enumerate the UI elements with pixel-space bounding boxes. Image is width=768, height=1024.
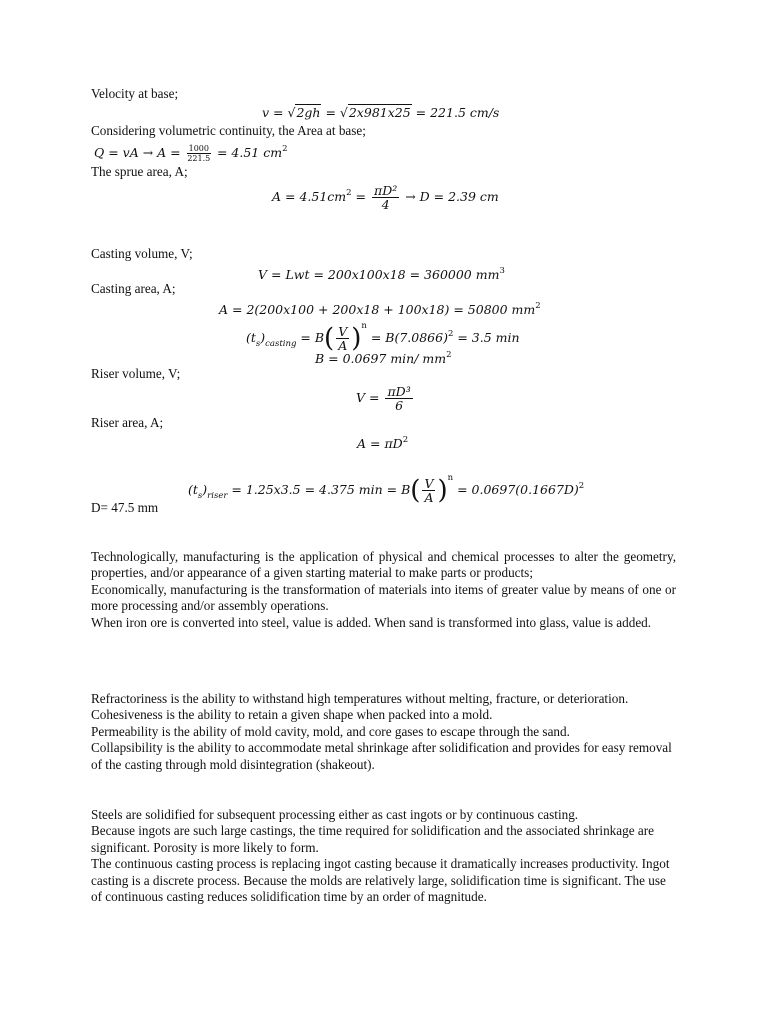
- text-line: Permeability is the ability of mold cavity, mold, and core gases to escape through the sand.: [91, 723, 570, 739]
- ts-casting-equation: $(t_s)_{casting} = B$( $\frac{V}{A}$ )$^n = B(7.0866)^2 = 3.5$ min: [246, 321, 520, 354]
- riser-volume-equation: V = $\frac{\text{πD³}}{6}$: [356, 384, 411, 413]
- text-line: The continuous casting process is replacing ingot casting because it dramatically increases productivity. Ingot casting is a discrete process. Because the molds are relatively large, solidification time is significant. The use of continuous casting reduces solidification time by an order of magnitude.: [91, 856, 670, 905]
- sprue-equation: $A = 4.51cm^2$ = $\frac{\text{πD²}}{4}$ → D = 2.39 cm: [272, 183, 499, 212]
- text-line: Steels are solidified for subsequent processing either as cast ingots or by continuous casting.: [91, 807, 579, 822]
- ts-riser-equation: $(t_s)_{riser} = 1.25x3.5 = 4.375$ min = B( $\frac{V}{A}$ )$^n = 0.0697(0.1667D)^2$: [188, 473, 585, 506]
- casting-volume-label: Casting volume, V;: [91, 246, 193, 261]
- sand-properties-paragraph: [91, 691, 676, 773]
- continuity-label: Considering volumetric continuity, the Area at base;: [91, 123, 366, 138]
- text-line: Technologically, manufacturing is the application of physical and chemical processes to alter the geometry, properties, and/or appearance of a given starting material to make parts or products;: [91, 549, 676, 581]
- riser-area-label: Riser area, A;: [91, 415, 164, 430]
- sprue-label: The sprue area, A;: [91, 164, 188, 179]
- text-line: Cohesiveness is the ability to retain a given shape when packed into a mold.: [91, 707, 493, 723]
- b-equation: B = 0.0697 min/ $mm^2$: [315, 350, 452, 366]
- casting-area-equation: A = 2(200x100 + 200x18 + 100x18) = 50800 $mm^2$: [219, 301, 541, 317]
- continuity-equation: Q = vA → A = $\frac{1000}{221.5}$ = 4.51 $cm^2$: [94, 144, 288, 163]
- velocity-label: Velocity at base;: [91, 86, 179, 101]
- casting-area-label: Casting area, A;: [91, 281, 176, 296]
- riser-volume-label: Riser volume, V;: [91, 366, 181, 381]
- steel-solidification-paragraph: [91, 807, 676, 905]
- text-line: When iron ore is converted into steel, value is added. When sand is transformed into glass, value is added.: [91, 614, 652, 630]
- velocity-equation: v = √2gh = √2x981x25 = 221.5 cm/s: [262, 105, 500, 120]
- manufacturing-paragraph: [91, 549, 676, 631]
- d-result: D= 47.5 mm: [91, 500, 159, 515]
- riser-area-equation: $A = \pi D^2$: [357, 435, 409, 451]
- text-line: Economically, manufacturing is the transformation of materials into items of greater value by means of one or more processing and/or assembly operations.: [91, 581, 676, 614]
- casting-volume-equation: V = Lwt = 200x100x18 = 360000 $mm^3$: [258, 266, 505, 282]
- text-line: Because ingots are such large castings, the time required for solidification and the associated shrinkage are significant. Porosity is more likely to form.: [91, 823, 654, 855]
- text-line: Collapsibility is the ability to accommodate metal shrinkage after solidification and provides for easy removal of the casting through mold disintegration (shakeout).: [91, 740, 672, 772]
- text-line: Refractoriness is the ability to withstand high temperatures without melting, fracture, or deterioration.: [91, 691, 629, 706]
